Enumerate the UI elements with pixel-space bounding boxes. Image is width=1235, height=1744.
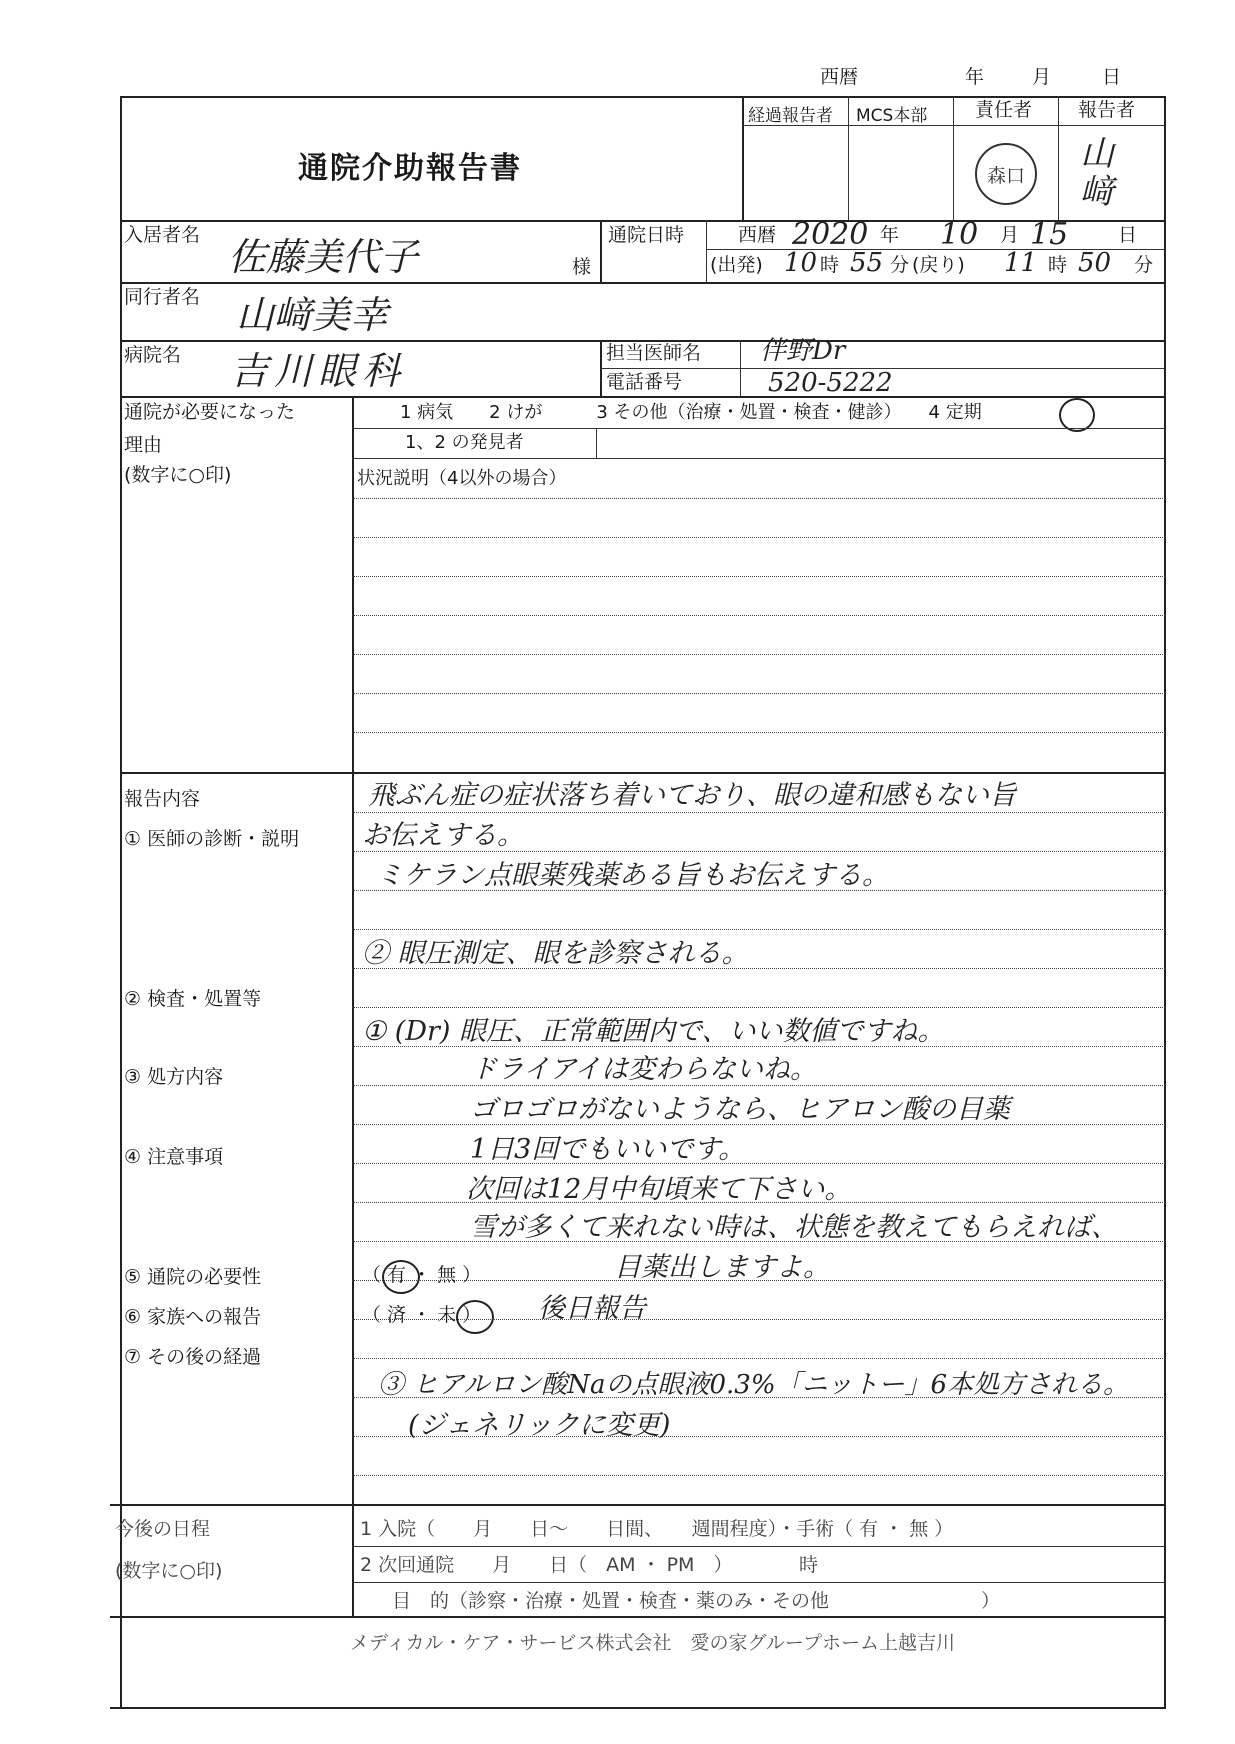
report-text-line: ③ ヒアルロン酸Naの点眼液0.3%「ニットー」6本処方される。	[378, 1370, 1130, 1400]
depart-min-unit: 分	[890, 254, 910, 276]
manager-seal: 森口	[975, 143, 1037, 205]
return-hour: 11	[1004, 248, 1038, 278]
situation-line	[352, 498, 1165, 499]
report-text-line: ゴロゴロがないようなら、ヒアロン酸の目薬	[470, 1094, 1010, 1125]
frame-right	[1164, 96, 1166, 1708]
date-era-label: 西暦	[820, 66, 859, 88]
report-text-line: 次回は12月中旬頃来て下さい。	[466, 1174, 852, 1205]
discoverer-label: 1、2 の発見者	[405, 432, 524, 453]
report-line	[352, 1475, 1165, 1476]
visit-month: 10	[940, 217, 979, 252]
schedule-line-divider-2	[352, 1582, 1165, 1583]
discoverer-divider	[596, 428, 597, 458]
reason-label-2: 理由	[124, 434, 163, 456]
situation-line	[352, 537, 1165, 538]
report-item-2: ② 検査・処置等	[124, 988, 262, 1010]
row-line-report	[120, 772, 1166, 774]
report-text-line: お伝えする。	[362, 820, 524, 851]
report-item-5: ⑤ 通院の必要性	[124, 1266, 262, 1288]
report-item-4: ④ 注意事項	[124, 1146, 224, 1168]
reason-label-3: (数字に○印)	[124, 464, 232, 486]
report-text-line: 雪が多くて来れない時は、状態を教えてもらえれば、	[470, 1212, 1118, 1243]
report-line	[352, 851, 1165, 852]
situation-line	[352, 732, 1165, 733]
report-line	[352, 1085, 1165, 1086]
report-item-1: ① 医師の診断・説明	[124, 828, 300, 850]
depart-hour-unit: 時	[820, 254, 840, 276]
report-line	[352, 929, 1165, 930]
report-text-line: (ジェネリックに変更)	[408, 1410, 671, 1441]
situation-line	[352, 654, 1165, 655]
report-text-line: ② 眼圧測定、眼を診察される。	[362, 938, 749, 969]
companion-name: 山﨑美幸	[236, 293, 389, 337]
visit-month-unit: 月	[1000, 224, 1020, 246]
approval-header-progress: 経過報告者	[748, 106, 833, 126]
hospital-name: 吉川眼科	[230, 349, 407, 393]
situation-label: 状況説明（4以外の場合）	[357, 468, 567, 489]
schedule-label-2: (数字に○印)	[115, 1560, 223, 1582]
reason-options: 1 病気 2 けが 3 その他（治療・処置・検査・健診） 4 定期	[400, 402, 982, 423]
schedule-divider	[352, 1504, 354, 1616]
report-text-line: 1日3回でもいいです。	[470, 1134, 746, 1165]
row-line-footer	[110, 1616, 1166, 1618]
report-label: 報告内容	[124, 788, 201, 810]
resident-divider	[600, 220, 602, 282]
approval-header-manager: 責任者	[975, 99, 1033, 121]
report-item-6: ⑥ 家族への報告	[124, 1306, 262, 1328]
return-minute: 50	[1078, 248, 1112, 278]
doctor-label: 担当医師名	[606, 342, 702, 364]
row-line-schedule	[110, 1504, 1166, 1506]
date-month-label: 月	[1032, 66, 1052, 88]
date-day-label: 日	[1102, 66, 1122, 88]
row-line-companion	[120, 282, 1166, 284]
row-line-reason	[120, 396, 1166, 398]
schedule-line-divider-1	[352, 1546, 1165, 1547]
visit-year-unit: 年	[880, 224, 900, 246]
visit-day: 15	[1030, 217, 1069, 252]
approval-divider-3	[953, 96, 954, 220]
reason-circle-mark	[1059, 398, 1095, 432]
report-text-line: 飛ぶん症の症状落ち着いており、眼の違和感もない旨	[368, 780, 1016, 811]
depart-minute: 55	[850, 248, 884, 278]
schedule-label-1: 今後の日程	[115, 1518, 211, 1540]
report-text-line: ドライアイは変わらないね。	[470, 1054, 817, 1085]
page-title: 通院介助報告書	[298, 151, 522, 186]
frame-bottom	[110, 1707, 1166, 1709]
necessity-options: （ 有 ・ 無 ）	[362, 1264, 482, 1286]
report-text-line: 後日報告	[538, 1293, 646, 1324]
reason-options-line	[352, 428, 1165, 429]
reporter-signature: 山 﨑	[1080, 134, 1114, 212]
resident-suffix: 様	[572, 256, 592, 278]
approval-header-mcs: MCS本部	[856, 106, 928, 126]
report-item-7: ⑦ その後の経過	[124, 1346, 262, 1368]
report-text-line: ① (Dr) 眼圧、正常範囲内で、いい数値ですね。	[362, 1016, 945, 1047]
report-text-line: 目薬出しますよ。	[614, 1252, 830, 1283]
depart-hour: 10	[784, 248, 818, 278]
discoverer-line	[352, 458, 1165, 459]
return-hour-unit: 時	[1048, 254, 1068, 276]
footer-company: メディカル・ケア・サービス株式会社 愛の家グループホーム上越吉川	[350, 1632, 955, 1654]
visit-era: 西暦	[738, 224, 777, 246]
return-label: (戻り)	[912, 254, 965, 276]
report-item-3: ③ 処方内容	[124, 1066, 224, 1088]
hospital-label: 病院名	[124, 344, 182, 366]
doctor-name: 伴野Dr	[760, 336, 846, 366]
resident-label: 入居者名	[124, 224, 201, 246]
approval-divider-4	[1058, 96, 1059, 220]
report-text-line: ミケラン点眼薬残薬ある旨もお伝えする。	[376, 860, 889, 891]
report-line	[352, 1358, 1165, 1359]
situation-line	[352, 615, 1165, 616]
reason-label-1: 通院が必要になった	[124, 401, 296, 423]
phone-label: 電話番号	[606, 371, 683, 393]
approval-divider-1	[742, 96, 744, 220]
report-line	[352, 812, 1165, 813]
return-min-unit: 分	[1134, 254, 1154, 276]
visit-date-label: 通院日時	[608, 224, 685, 246]
date-year-label: 年	[965, 66, 985, 88]
family-circle-mark	[456, 1300, 494, 1334]
approval-header-reporter: 報告者	[1078, 99, 1136, 121]
approval-divider-2	[848, 96, 849, 220]
necessity-circle-mark	[382, 1260, 420, 1294]
situation-line	[352, 576, 1165, 577]
frame-left	[120, 96, 122, 1708]
visit-year: 2020	[792, 217, 869, 252]
family-options: （ 済 ・ 未 ）	[362, 1304, 482, 1326]
resident-name: 佐藤美代子	[228, 235, 419, 279]
schedule-line-3: 目 的（診察・治療・処置・検査・薬のみ・その他 ）	[392, 1590, 1001, 1612]
row-line-resident	[120, 220, 1166, 222]
situation-line	[352, 693, 1165, 694]
frame-top	[120, 96, 1166, 98]
report-line	[352, 1007, 1165, 1008]
main-column-divider	[352, 396, 354, 1504]
visit-date-divider	[706, 220, 707, 282]
visit-day-unit: 日	[1118, 224, 1138, 246]
schedule-line-1: 1 入院（ 月 日～ 日間、 週間程度）・手術（ 有 ・ 無 ）	[360, 1518, 954, 1540]
phone-number: 520-5222	[768, 368, 893, 398]
schedule-line-2: 2 次回通院 月 日（ AM ・ PM ） 時	[360, 1554, 818, 1576]
companion-label: 同行者名	[124, 286, 201, 308]
depart-label: (出発)	[710, 254, 763, 276]
